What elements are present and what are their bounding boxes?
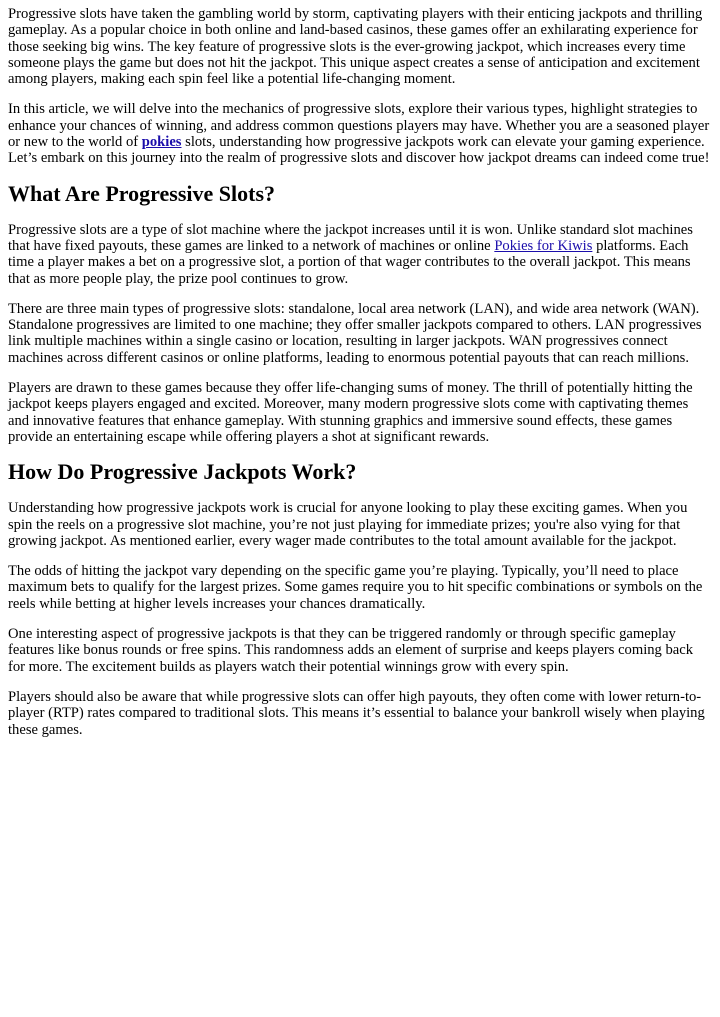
pokies-link[interactable]: pokies	[141, 134, 182, 151]
pokies-for-kiwis-link[interactable]: Pokies for Kiwis	[494, 237, 593, 254]
section1-paragraph-1-text-a: Progressive slots are a type of slot machine where the jackpot increases until it is won. Unlike standard slot machines that have fixed payouts, these games are linked to a network of machines or online	[8, 221, 693, 254]
section2-paragraph-3: One interesting aspect of progressive jackpots is that they can be triggered randomly or through specific gameplay features like bonus rounds or free spins. This randomness adds an element of surprise and keeps players coming back for more. The excitement builds as players watch their potential winnings grow with every spin.	[8, 626, 694, 675]
section1-paragraph-3: Players are drawn to these games because they offer life-changing sums of money. The thrill of potentially hitting the jackpot keeps players engaged and excited. Moreover, many modern progressive slots come with captivating themes and innovative features that enhance gameplay. With stunning graphics and immersive sound effects, these games provide an entertaining escape while offering players a shot at significant rewards.	[8, 380, 693, 445]
intro-paragraph-2	[8, 101, 712, 166]
intro-paragraph-1: Progressive slots have taken the gambling world by storm, captivating players with their enticing jackpots and thrilling gameplay. As a popular choice in both online and land-based casinos, these games offer an exhilarating experience for those seeking big wins. The key feature of progressive slots is the ever-growing jackpot, which increases every time someone plays the game but does not hit the jackpot. This unique aspect creates a sense of anticipation and excitement among players, making each spin feel like a potential life-changing moment.	[8, 6, 703, 88]
section2-paragraph-1: Understanding how progressive jackpots work is crucial for anyone looking to play these exciting games. When you spin the reels on a progressive slot machine, you’re not just playing for immediate prizes; you're also vying for that growing jackpot. As mentioned earlier, every wager made contributes to the total amount available for the jackpot.	[8, 500, 688, 549]
section1-paragraph-2: There are three main types of progressive slots: standalone, local area network (LAN), and wide area network (WAN). Standalone progressives are limited to one machine; they offer smaller jackpots compared to others. LAN progressives link multiple machines within a single casino or location, resulting in larger jackpots. WAN progressives connect machines across different casinos or online platforms, leading to enormous potential payouts that can reach millions.	[8, 300, 702, 366]
section-heading-what-are-progressive-slots: What Are Progressive Slots?	[8, 180, 276, 206]
intro-paragraph-2-text-b: slots, understanding how progressive jackpots work can elevate your gaming experience. Let’s embark on this journey into the realm of progressive slots and discover how jackpot dreams can indeed come true!	[8, 134, 710, 167]
section-heading-how-do-progressive-jackpots-work: How Do Progressive Jackpots Work?	[8, 459, 357, 485]
section1-paragraph-1-text-b: platforms. Each time a player makes a bet on a progressive slot, a portion of that wager contributes to the overall jackpot. This means that as more people play, the prize pool continues to grow.	[8, 237, 691, 287]
intro-paragraph-2-text-a: In this article, we will delve into the mechanics of progressive slots, explore their various types, highlight strategies to enhance your chances of winning, and address common questions players may have. Whether you are a seasoned player or new to the world of	[8, 101, 710, 151]
section2-paragraph-2: The odds of hitting the jackpot vary depending on the specific game you’re playing. Typically, you’ll need to place maximum bets to qualify for the largest prizes. Some games require you to hit specific combinations or symbols on the reels while betting at higher levels increases your chances dramatically.	[8, 563, 703, 612]
section1-paragraph-1	[8, 222, 712, 287]
section2-paragraph-4: Players should also be aware that while progressive slots can offer high payouts, they often come with lower return-to-player (RTP) rates compared to traditional slots. This means it’s essential to balance your bankroll wisely when playing these games.	[8, 688, 705, 738]
